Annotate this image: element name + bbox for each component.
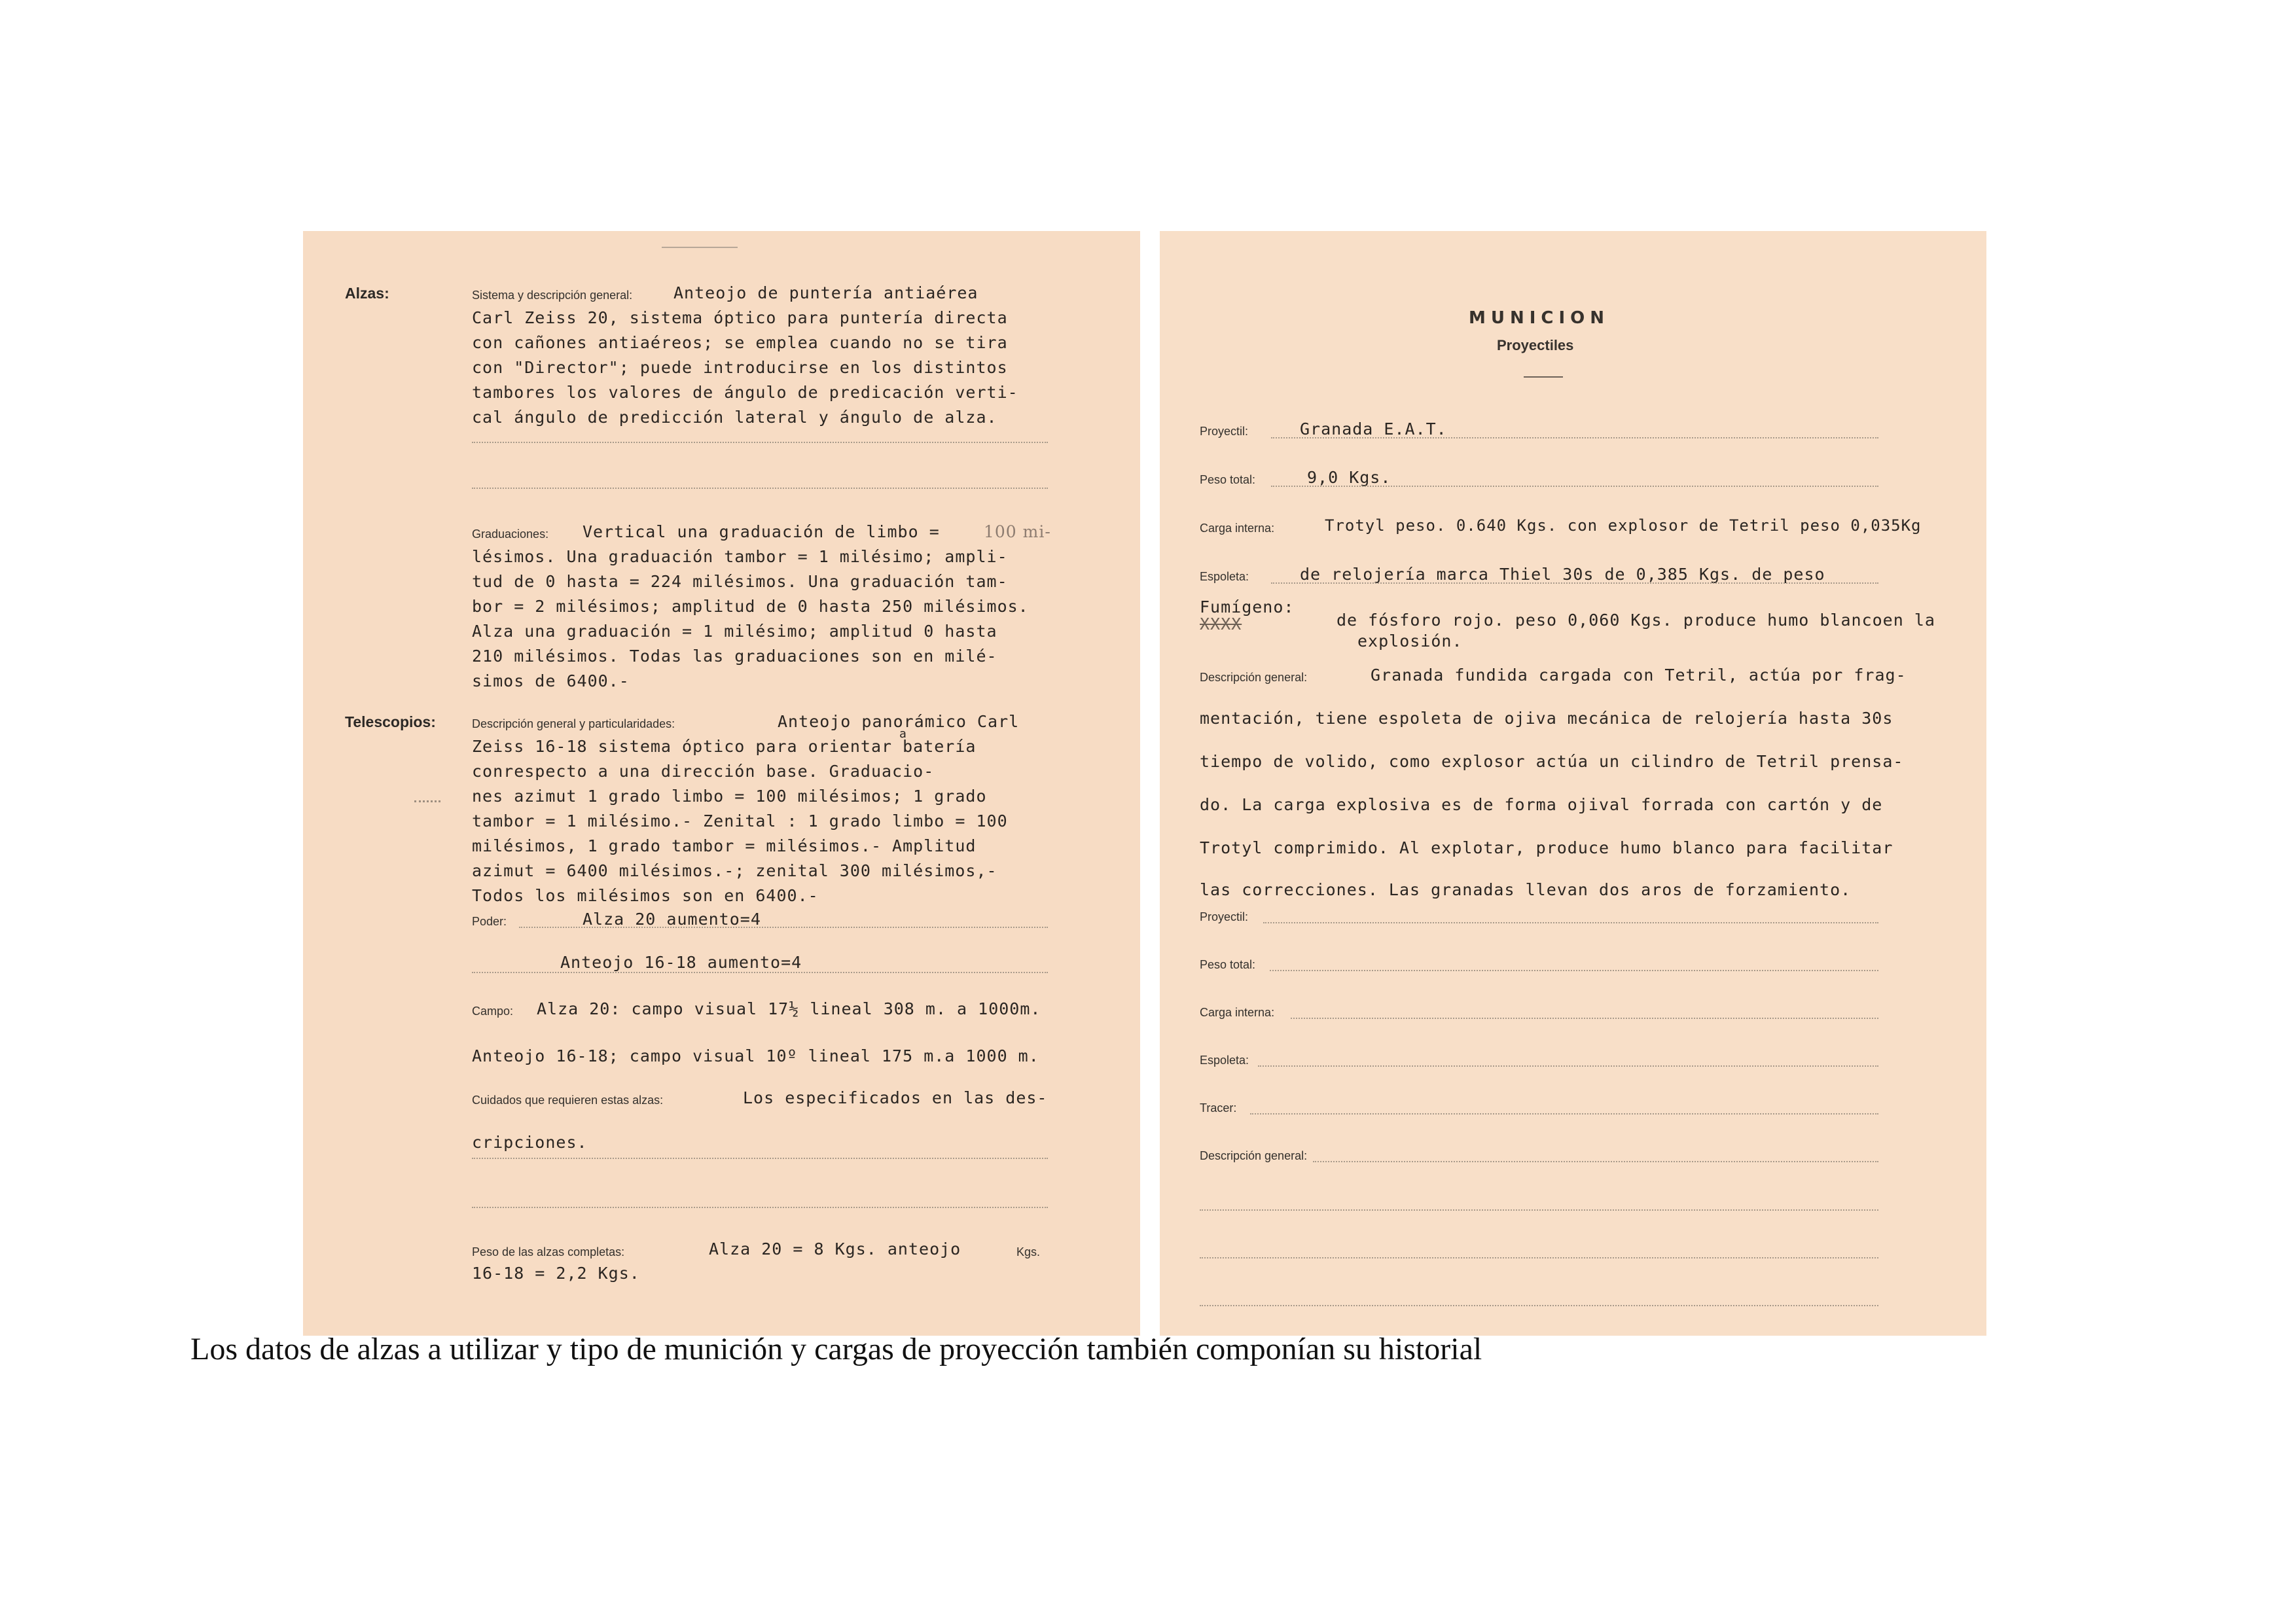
- peso-field-label: Peso de las alzas completas:: [472, 1245, 625, 1258]
- dotted-line: [1271, 437, 1878, 438]
- dotted-line: [472, 972, 1048, 973]
- descripcion-label-2: Descripción general:: [1200, 1149, 1308, 1162]
- left-document-page: [303, 231, 1140, 1336]
- alzas-line-5: tambores los valores de ángulo de predicación verti-: [472, 383, 1018, 402]
- descripcion-line-6: las correcciones. Las granadas llevan dos aros de forzamiento.: [1200, 880, 1852, 899]
- margin-marks: [414, 800, 440, 806]
- telescopios-line-3: conrespecto a una dirección base. Graduacio-: [472, 762, 935, 781]
- graduaciones-line-5: Alza una graduación = 1 milésimo; amplitud 0 hasta: [472, 622, 997, 641]
- cuidados-line-1: Los especificados en las des-: [743, 1088, 1048, 1107]
- proyectil-value: Granada E.A.T.: [1300, 419, 1447, 438]
- dotted-line: [1271, 582, 1878, 584]
- dotted-line: [472, 1158, 1048, 1159]
- descripcion-line-1: Granada fundida cargada con Tetril, actúa por frag-: [1371, 666, 1907, 685]
- dotted-line: [1250, 1113, 1878, 1115]
- campo-line-1: Alza 20: campo visual 17½ lineal 308 m. a 1000m.: [537, 999, 1041, 1018]
- espoleta-label-2: Espoleta:: [1200, 1054, 1249, 1067]
- graduaciones-line-6: 210 milésimos. Todas las graduaciones son en milé-: [472, 647, 997, 666]
- top-rule: [662, 247, 738, 248]
- carga-interna-label: Carga interna:: [1200, 522, 1275, 535]
- dotted-line: [1200, 1209, 1878, 1211]
- dotted-line: [1291, 1018, 1878, 1019]
- proyectil-label: Proyectil:: [1200, 425, 1249, 438]
- descripcion-line-3: tiempo de volido, como explosor actúa un cilindro de Tetril prensa-: [1200, 752, 1904, 771]
- poder-line-2: Anteojo 16-18 aumento=4: [560, 953, 802, 972]
- graduaciones-line-4: bor = 2 milésimos; amplitud de 0 hasta 250 milésimos.: [472, 597, 1029, 616]
- dotted-line: [1263, 922, 1878, 923]
- alzas-label: Alzas:: [345, 285, 389, 302]
- dotted-line: [472, 1207, 1048, 1208]
- campo-field-label: Campo:: [472, 1005, 514, 1018]
- cuidados-field-label: Cuidados que requieren estas alzas:: [472, 1094, 664, 1107]
- descripcion-line-4: do. La carga explosiva es de forma ojival forrada con cartón y de: [1200, 795, 1883, 814]
- proyectil-label-2: Proyectil:: [1200, 910, 1249, 923]
- alzas-line-6: cal ángulo de predicción lateral y ángulo de alza.: [472, 408, 997, 427]
- dotted-line: [1271, 486, 1878, 487]
- espoleta-value: de relojería marca Thiel 30s de 0,385 Kgs. de peso: [1300, 565, 1825, 584]
- descripcion-label: Descripción general:: [1200, 671, 1308, 684]
- telescopios-line-2: Zeiss 16-18 sistema óptico para orientar batería: [472, 737, 977, 756]
- espoleta-label: Espoleta:: [1200, 570, 1249, 583]
- campo-line-2: Anteojo 16-18; campo visual 10º lineal 175 m.a 1000 m.: [472, 1046, 1039, 1065]
- graduaciones-line-1: Vertical una graduación de limbo =: [583, 522, 940, 541]
- peso-unit: Kgs.: [1016, 1245, 1041, 1258]
- telescopios-line-4: nes azimut 1 grado limbo = 100 milésimos; 1 grado: [472, 787, 987, 806]
- munition-subtitle: Proyectiles: [1497, 337, 1574, 353]
- graduaciones-field-label: Graduaciones:: [472, 527, 549, 541]
- right-document-page: [1160, 231, 1986, 1336]
- dotted-line: [472, 442, 1048, 443]
- carga-interna-value: Trotyl peso. 0.640 Kgs. con explosor de Tetril peso 0,035Kg: [1325, 516, 1922, 535]
- telescopios-superscript: a: [899, 727, 907, 741]
- peso-line-1: Alza 20 = 8 Kgs. anteojo: [709, 1240, 961, 1258]
- telescopios-line-5: tambor = 1 milésimo.- Zenital : 1 grado limbo = 100: [472, 812, 1008, 830]
- telescopios-field-label: Descripción general y particularidades:: [472, 717, 675, 730]
- dotted-line: [1200, 1257, 1878, 1258]
- dotted-line: [1258, 1065, 1878, 1067]
- graduaciones-line-7: simos de 6400.-: [472, 671, 630, 690]
- fumigeno-line-1: de fósforo rojo. peso 0,060 Kgs. produce humo blancoen la: [1336, 611, 1935, 630]
- descripcion-line-2: mentación, tiene espoleta de ojiva mecánica de relojería hasta 30s: [1200, 709, 1893, 728]
- title-rule: [1524, 376, 1563, 378]
- telescopios-line-1: Anteojo panorámico Carl: [778, 712, 1020, 731]
- dotted-line: [472, 488, 1048, 489]
- graduaciones-line-3: tud de 0 hasta = 224 milésimos. Una graduación tam-: [472, 572, 1008, 591]
- alzas-line-1: Anteojo de puntería antiaérea: [673, 283, 978, 302]
- descripcion-line-5: Trotyl comprimido. Al explotar, produce humo blanco para facilitar: [1200, 838, 1893, 857]
- telescopios-line-6: milésimos, 1 grado tambor = milésimos.- Amplitud: [472, 836, 977, 855]
- tracer-label: Tracer:: [1200, 1101, 1237, 1115]
- telescopios-line-8: Todos los milésimos son en 6400.-: [472, 886, 819, 905]
- cuidados-line-2: cripciones.: [472, 1133, 588, 1152]
- fumigeno-line-2: explosión.: [1357, 632, 1463, 651]
- alzas-line-2: Carl Zeiss 20, sistema óptico para puntería directa: [472, 308, 1008, 327]
- alzas-field-label: Sistema y descripción general:: [472, 289, 633, 302]
- telescopios-line-7: azimut = 6400 milésimos.-; zenital 300 milésimos,-: [472, 861, 997, 880]
- struck-label: XXXX: [1200, 615, 1242, 633]
- dotted-line: [1313, 1161, 1878, 1162]
- peso-line-2: 16-18 = 2,2 Kgs.: [472, 1264, 640, 1283]
- dotted-line: [1270, 970, 1878, 971]
- munition-title: MUNICION: [1469, 308, 1610, 328]
- figure-caption: Los datos de alzas a utilizar y tipo de munición y cargas de proyección también componían su historial: [190, 1332, 1482, 1366]
- telescopios-label: Telescopios:: [345, 713, 436, 730]
- graduaciones-handwritten-note: 100 mi-: [984, 522, 1051, 541]
- alzas-line-4: con "Director"; puede introducirse en los distintos: [472, 358, 1008, 377]
- peso-total-label: Peso total:: [1200, 473, 1256, 486]
- dotted-line: [1200, 1305, 1878, 1306]
- carga-interna-label-2: Carga interna:: [1200, 1006, 1275, 1019]
- peso-total-value: 9,0 Kgs.: [1307, 468, 1391, 487]
- alzas-line-3: con cañones antiaéreos; se emplea cuando no se tira: [472, 333, 1008, 352]
- fumigeno-label: Fumígeno:: [1200, 597, 1295, 616]
- poder-line-1: Alza 20 aumento=4: [583, 910, 761, 929]
- graduaciones-line-2: lésimos. Una graduación tambor = 1 milésimo; ampli-: [472, 547, 1008, 566]
- poder-field-label: Poder:: [472, 915, 507, 928]
- peso-total-label-2: Peso total:: [1200, 958, 1256, 971]
